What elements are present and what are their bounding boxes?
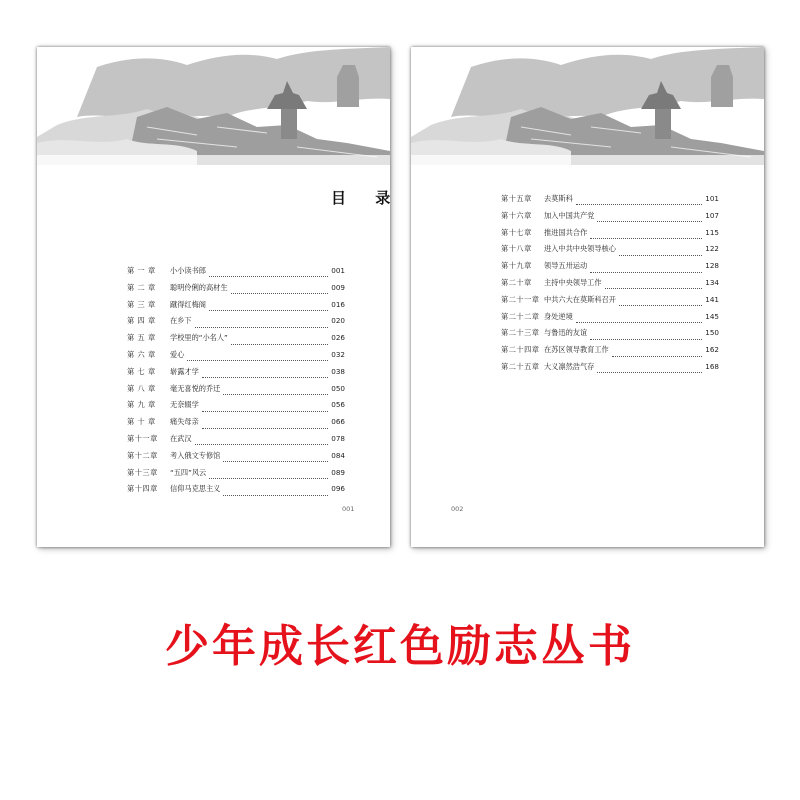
toc-entry[interactable] — [127, 266, 345, 283]
toc-entry[interactable] — [501, 261, 719, 278]
toc-chapter-label: 第二十一章 — [501, 294, 540, 304]
toc-entry[interactable] — [501, 362, 719, 379]
toc-chapter-label: 第 三 章 — [127, 299, 156, 309]
dot-leader — [590, 267, 702, 273]
toc-entry[interactable] — [127, 316, 345, 333]
toc-chapter-title: 大义凛然浩气存 — [544, 361, 595, 371]
dot-leader — [202, 372, 329, 378]
toc-chapter-title: “五四”风云 — [170, 467, 207, 477]
dot-leader — [209, 271, 328, 277]
landscape-engraving-icon — [37, 47, 390, 165]
toc-page-number: 162 — [705, 345, 719, 355]
toc-chapter-title: 在苏区领导教育工作 — [544, 345, 609, 355]
series-title: 少年成长红色励志丛书 — [165, 621, 635, 672]
toc-chapter-title: 学校里的“小名人” — [170, 333, 228, 343]
toc-chapter-title: 加入中国共产党 — [544, 210, 595, 220]
toc-chapter-label: 第 九 章 — [127, 400, 156, 410]
dot-leader — [231, 339, 329, 345]
dot-leader — [612, 351, 703, 357]
toc-chapter-label: 第二十五章 — [501, 361, 540, 371]
dot-leader — [590, 233, 702, 239]
toc-entry[interactable] — [501, 295, 719, 312]
toc-entry[interactable] — [127, 350, 345, 367]
toc-chapter-title: 主持中央领导工作 — [544, 277, 602, 287]
toc-page-number: 001 — [331, 266, 345, 275]
dot-leader — [187, 355, 328, 361]
toc-page-number: 107 — [705, 210, 719, 220]
toc-page-number: 020 — [331, 316, 345, 326]
toc-chapter-title: 崭露才学 — [170, 366, 199, 376]
dot-leader — [597, 216, 702, 222]
landscape-engraving-icon — [411, 47, 764, 165]
page-folio: 002 — [451, 505, 464, 513]
toc-chapter-title: 去莫斯科 — [544, 194, 573, 203]
book-page-left — [37, 47, 403, 547]
toc-page-number: 050 — [331, 383, 345, 393]
toc-chapter-title: 无奈辍学 — [170, 400, 199, 410]
toc-chapter-label: 第 七 章 — [127, 366, 156, 376]
dot-leader — [597, 367, 702, 373]
dot-leader — [209, 473, 328, 479]
dot-leader — [202, 423, 329, 429]
toc-chapter-title: 爱心 — [170, 349, 185, 359]
toc-page-number: 056 — [331, 400, 345, 410]
toc-chapter-title: 蹴得红梅阁 — [170, 299, 206, 309]
toc-entry[interactable] — [127, 400, 345, 417]
toc-page-number: 096 — [331, 484, 345, 494]
toc-entry[interactable] — [501, 244, 719, 261]
dot-leader — [619, 300, 702, 306]
toc-chapter-label: 第 六 章 — [127, 349, 156, 359]
toc-chapter-title: 推进国共合作 — [544, 227, 588, 237]
dot-leader — [576, 317, 703, 323]
toc-chapter-label: 第十三章 — [127, 467, 158, 477]
toc-entry[interactable] — [127, 451, 345, 468]
dot-leader — [223, 389, 328, 395]
toc-page-number: 026 — [331, 333, 345, 343]
toc-entry[interactable] — [501, 228, 719, 245]
toc-chapter-label: 第 二 章 — [127, 282, 156, 292]
toc-page-number: 128 — [705, 261, 719, 271]
dot-leader — [223, 456, 328, 462]
toc-chapter-label: 第十六章 — [501, 210, 532, 220]
dot-leader — [202, 406, 329, 412]
toc-page-number: 150 — [705, 328, 719, 338]
toc-entry[interactable] — [127, 417, 345, 434]
toc-page-number: 122 — [705, 244, 719, 254]
toc-page-number: 115 — [705, 227, 719, 237]
toc-chapter-label: 第十四章 — [127, 484, 158, 494]
toc-chapter-label: 第 五 章 — [127, 333, 156, 343]
toc-page-number: 101 — [705, 194, 719, 203]
toc-entry[interactable] — [127, 367, 345, 384]
toc-list-left — [127, 266, 345, 501]
dot-leader — [195, 322, 329, 328]
page-folio: 001 — [342, 505, 355, 513]
toc-page-number: 016 — [331, 299, 345, 309]
toc-chapter-label: 第十八章 — [501, 244, 532, 254]
toc-chapter-title: 信仰马克思主义 — [170, 484, 221, 494]
toc-entry[interactable] — [501, 194, 719, 211]
toc-entry[interactable] — [501, 312, 719, 329]
toc-chapter-label: 第 十 章 — [127, 417, 156, 427]
toc-chapter-title: 身处逆境 — [544, 311, 573, 321]
toc-page-number: 141 — [705, 294, 719, 304]
toc-page-number: 066 — [331, 417, 345, 427]
toc-chapter-title: 考入俄文专修馆 — [170, 450, 221, 460]
toc-chapter-label: 第十五章 — [501, 194, 532, 203]
toc-page-number: 032 — [331, 349, 345, 359]
toc-entry[interactable] — [501, 278, 719, 295]
dot-leader — [619, 250, 702, 256]
toc-page-number: 009 — [331, 282, 345, 292]
toc-heading: 目 录 — [331, 189, 403, 207]
dot-leader — [223, 490, 328, 496]
toc-chapter-label: 第十九章 — [501, 261, 532, 271]
toc-page-number: 038 — [331, 366, 345, 376]
toc-entry[interactable] — [127, 468, 345, 485]
toc-chapter-label: 第十七章 — [501, 227, 532, 237]
toc-entry[interactable] — [127, 434, 345, 451]
book-page-right — [411, 47, 764, 547]
toc-entry[interactable] — [501, 211, 719, 228]
toc-entry[interactable] — [127, 333, 345, 350]
toc-chapter-label: 第 四 章 — [127, 316, 156, 326]
toc-chapter-label: 第二十章 — [501, 277, 532, 287]
toc-chapter-title: 痛失母亲 — [170, 417, 199, 427]
toc-page-number: 134 — [705, 277, 719, 287]
toc-page-number: 084 — [331, 450, 345, 460]
toc-chapter-label: 第二十二章 — [501, 311, 540, 321]
toc-chapter-title: 进入中共中央领导核心 — [544, 244, 616, 254]
dot-leader — [605, 283, 703, 289]
toc-chapter-title: 与鲁迅的友谊 — [544, 328, 588, 338]
toc-chapter-title: 毫无喜悦的乔迁 — [170, 383, 221, 393]
toc-entry[interactable] — [501, 345, 719, 362]
toc-chapter-title: 小小读书郎 — [170, 266, 206, 275]
toc-page-number: 145 — [705, 311, 719, 321]
toc-list-right — [501, 194, 719, 379]
toc-chapter-title: 聪明伶俐的高材生 — [170, 282, 228, 292]
toc-page-number: 168 — [705, 361, 719, 371]
toc-entry[interactable] — [127, 300, 345, 317]
toc-page-number: 089 — [331, 467, 345, 477]
toc-page-number: 078 — [331, 433, 345, 443]
toc-chapter-label: 第二十三章 — [501, 328, 540, 338]
dot-leader — [576, 199, 703, 205]
toc-chapter-title: 在武汉 — [170, 433, 192, 443]
toc-chapter-label: 第十二章 — [127, 450, 158, 460]
toc-entry[interactable] — [127, 384, 345, 401]
toc-chapter-title: 中共六大在莫斯科召开 — [544, 294, 616, 304]
dot-leader — [195, 439, 329, 445]
toc-chapter-title: 在乡下 — [170, 316, 192, 326]
dot-leader — [231, 288, 329, 294]
toc-chapter-label: 第 八 章 — [127, 383, 156, 393]
toc-entry[interactable] — [501, 328, 719, 345]
toc-chapter-label: 第十一章 — [127, 433, 158, 443]
toc-chapter-title: 领导五卅运动 — [544, 261, 588, 271]
dot-leader — [209, 305, 328, 311]
dot-leader — [590, 334, 702, 340]
toc-chapter-label: 第 一 章 — [127, 266, 156, 275]
toc-entry[interactable] — [127, 283, 345, 300]
toc-chapter-label: 第二十四章 — [501, 345, 540, 355]
toc-entry[interactable] — [127, 484, 345, 501]
